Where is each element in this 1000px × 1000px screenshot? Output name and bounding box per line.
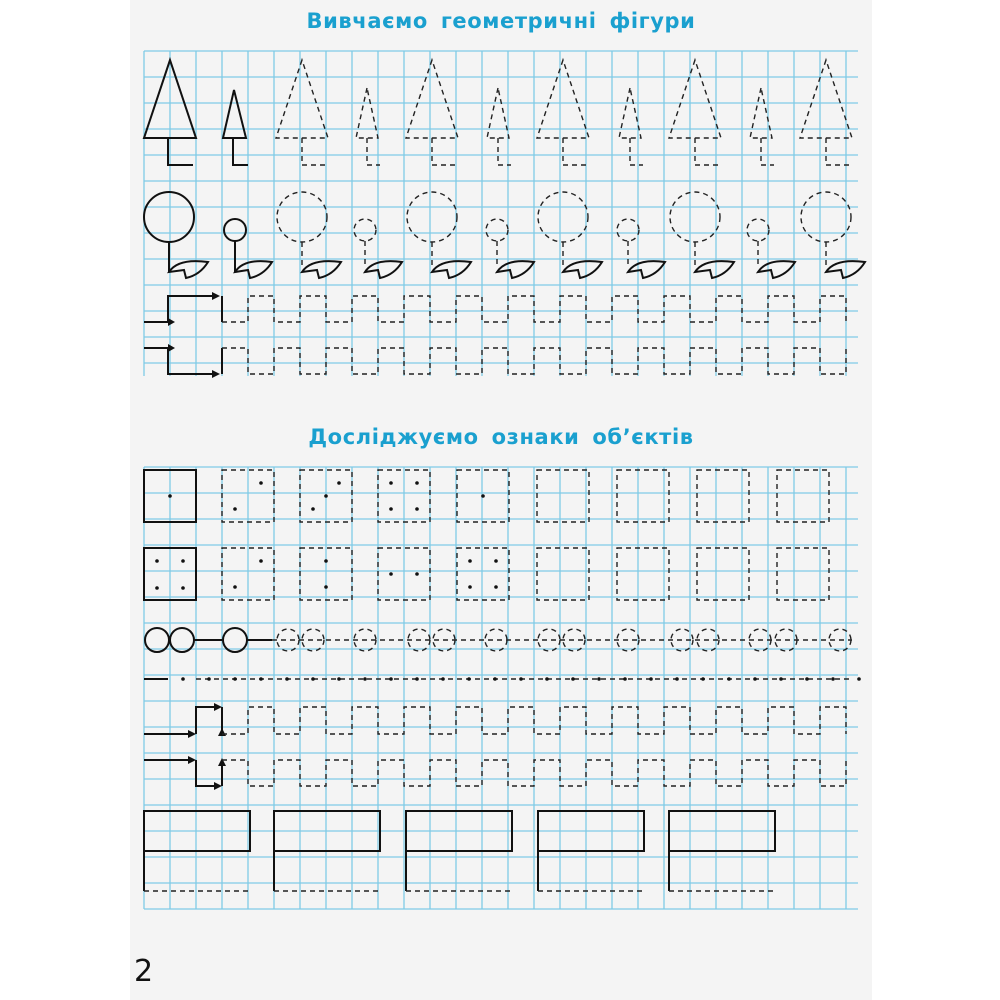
flower-large-sample (144, 192, 208, 278)
flower-row (144, 192, 865, 278)
section-title-objects: Досліджуємо ознаки об’єктів (308, 425, 694, 449)
arrow-sample (144, 292, 222, 378)
dice-row-2 (144, 548, 829, 600)
meander-pattern-2 (144, 703, 846, 790)
dice-row-1 (144, 470, 829, 522)
tree-row (144, 60, 852, 165)
page-number: 2 (134, 954, 154, 989)
book-shapes (144, 811, 775, 891)
grid-bottom (144, 467, 858, 909)
tree-trace-group (276, 60, 852, 165)
tree-small-sample (223, 90, 248, 165)
flower-trace-group (277, 192, 865, 278)
section-title-shapes: Вивчаємо геометричні фігури (306, 9, 696, 33)
dash-dot-row (144, 677, 861, 681)
meander-pattern (144, 292, 846, 378)
